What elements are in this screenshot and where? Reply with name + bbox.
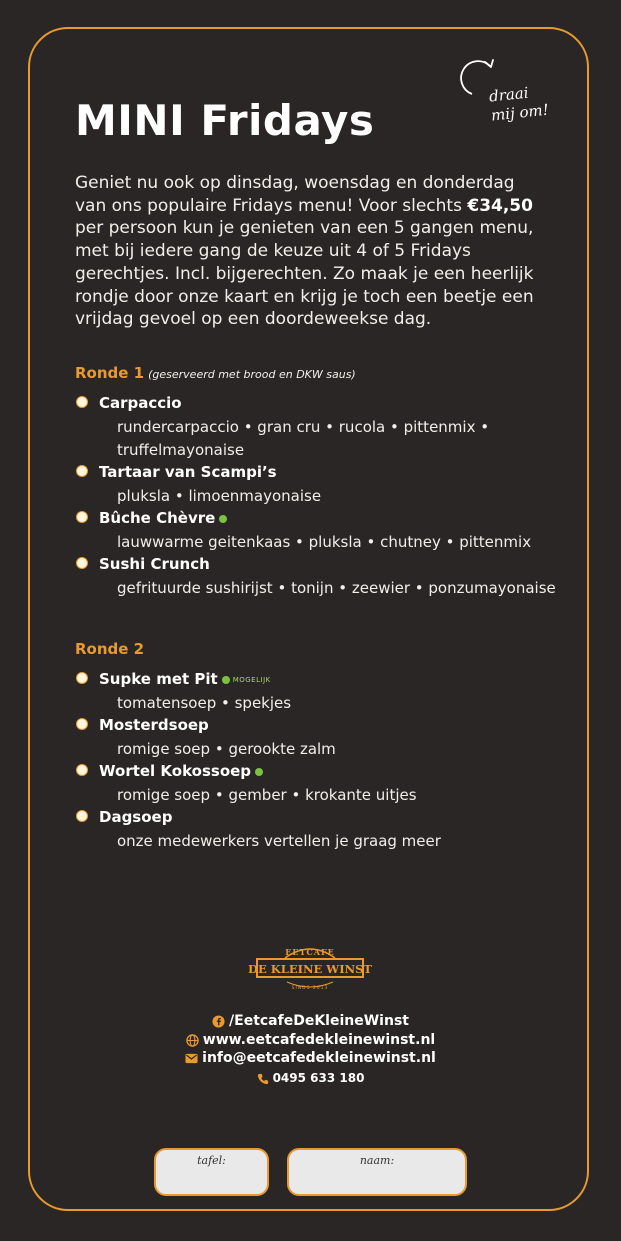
menu-item-desc: romige soep • gerookte zalm xyxy=(117,740,336,758)
bullet-icon xyxy=(76,672,88,684)
bullet-icon xyxy=(76,557,88,569)
logo-sub-text: SINDS 2013 xyxy=(291,986,329,991)
menu-item-name: Wortel Kokossoep xyxy=(99,762,252,780)
website-text: www.eetcafedekleinewinst.nl xyxy=(202,1032,436,1048)
logo-main-text: DE KLEINE WINST xyxy=(248,962,372,976)
rotate-hint xyxy=(488,80,562,125)
vegetarian-icon xyxy=(222,676,230,684)
envelope-icon xyxy=(185,1053,198,1064)
globe-icon xyxy=(186,1034,199,1047)
contact-facebook[interactable] xyxy=(0,1013,621,1029)
menu-item-name-wrap xyxy=(99,509,227,527)
round2-heading xyxy=(75,640,144,658)
menu-item-desc: lauwwarme geitenkaas • pluksla • chutney • pittenmix xyxy=(117,533,532,551)
rotate-hint-line2: mij om! xyxy=(490,100,550,125)
menu-item-name: Supke met Pit xyxy=(99,670,218,688)
menu-item-name: Bûche Chèvre xyxy=(99,509,216,527)
menu-item-desc: rundercarpaccio • gran cru • rucola • pittenmix • truffelmayonaise xyxy=(117,418,490,459)
intro-before-price: Geniet nu ook op dinsdag, woensdag en donderdag van ons populaire Fridays menu! Voor slechts xyxy=(75,173,515,216)
intro-text xyxy=(75,172,545,331)
menu-item-desc: onze medewerkers vertellen je graag meer xyxy=(117,832,441,850)
menu-item-name-wrap xyxy=(99,670,271,688)
intro-after-price: per persoon kun je genieten van een 5 gangen menu, met bij iedere gang de keuze uit 4 of 5 Fridays gerechtjes. Incl. bijgerechten. Zo maak je een heerlijk rondje door onze kaart en krijg je toch een beetje een vrijdag gevoel op een doordeweekse dag. xyxy=(75,218,534,330)
menu-item-desc: romige soep • gember • krokante uitjes xyxy=(117,786,417,804)
table-number-field[interactable] xyxy=(154,1148,269,1196)
intro-price: €34,50 xyxy=(467,195,533,216)
bullet-icon xyxy=(76,396,88,408)
menu-item-name: Tartaar van Scampi’s xyxy=(99,463,277,481)
bullet-icon xyxy=(76,511,88,523)
logo-top-text: EETCAFE xyxy=(285,947,335,957)
phone-icon xyxy=(257,1073,269,1085)
page-title: MINI Fridays xyxy=(75,96,375,145)
round2-title: Ronde 2 xyxy=(75,640,145,658)
contact-website[interactable] xyxy=(0,1032,621,1048)
bullet-icon xyxy=(76,764,88,776)
phone-text: 0495 633 180 xyxy=(272,1071,365,1085)
menu-item-desc: pluksla • limoenmayonaise xyxy=(117,487,322,505)
round1-note: (geserveerd met brood en DKW saus) xyxy=(148,368,356,381)
email-text: info@eetcafedekleinewinst.nl xyxy=(202,1050,436,1066)
round1-heading xyxy=(75,364,356,382)
name-label: naam: xyxy=(359,1154,395,1167)
menu-item-name: Dagsoep xyxy=(99,808,173,826)
vegetarian-note: MOGELIJK xyxy=(232,675,271,684)
menu-item-name: Mosterdsoep xyxy=(99,716,209,734)
menu-item-name: Carpaccio xyxy=(99,394,182,412)
menu-item-desc: tomatensoep • spekjes xyxy=(117,694,292,712)
facebook-icon xyxy=(212,1015,225,1028)
vegetarian-icon xyxy=(219,515,227,523)
contact-phone[interactable] xyxy=(0,1071,621,1085)
eetcafe-logo xyxy=(248,942,372,994)
bullet-icon xyxy=(76,810,88,822)
facebook-text: /EetcafeDeKleineWinst xyxy=(229,1013,409,1029)
menu-item-name: Sushi Crunch xyxy=(99,555,210,573)
bullet-icon xyxy=(76,465,88,477)
rotate-hint-line1: draai xyxy=(488,83,530,106)
vegetarian-icon xyxy=(255,768,263,776)
bullet-icon xyxy=(76,718,88,730)
name-field[interactable] xyxy=(287,1148,467,1196)
contact-email[interactable] xyxy=(0,1050,621,1066)
round1-title: Ronde 1 xyxy=(75,364,145,382)
menu-item-desc: gefrituurde sushirijst • tonijn • zeewier • ponzumayonaise xyxy=(117,579,556,597)
menu-item-name-wrap xyxy=(99,762,263,780)
table-label: tafel: xyxy=(197,1154,226,1167)
